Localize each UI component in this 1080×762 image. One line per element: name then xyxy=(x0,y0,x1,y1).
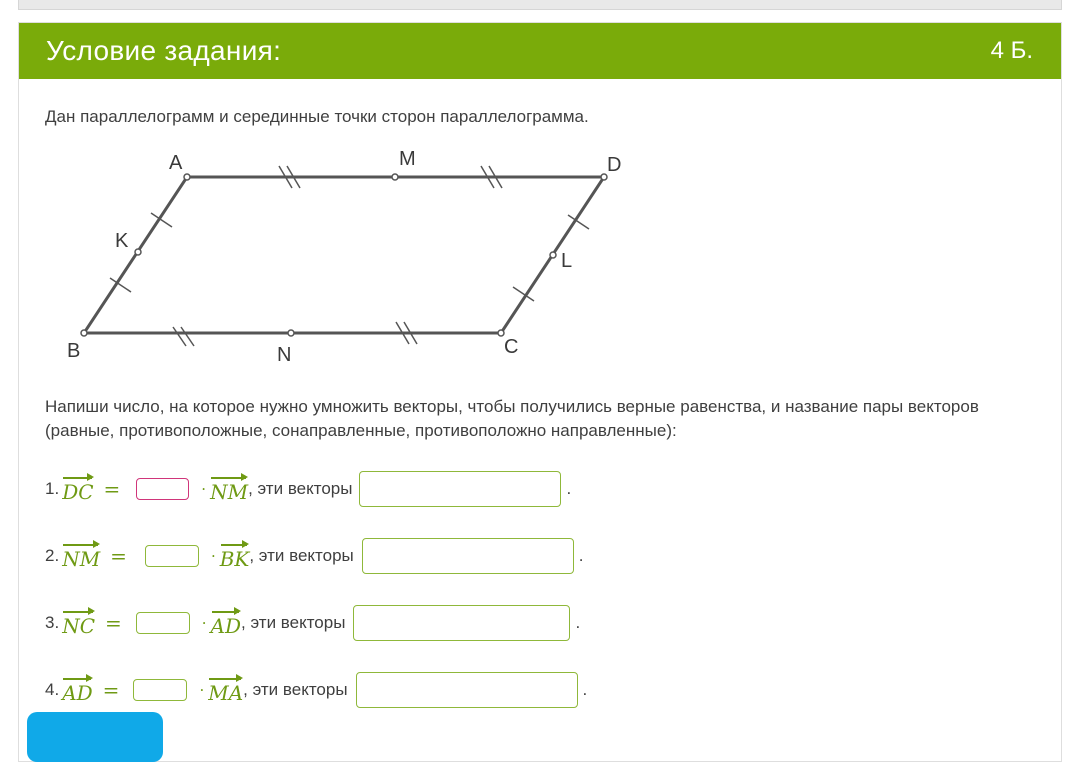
vector-lhs: NC xyxy=(62,608,95,638)
task-instruction: Напиши число, на которое нужно умножить векторы, чтобы получились верные равенства, и название пары векторов (равные, противоположные, сонаправленные, противоположно направленные): xyxy=(45,397,979,440)
task-row-2 xyxy=(45,538,584,574)
task-number: 4. xyxy=(45,680,60,699)
vector-lhs: NM xyxy=(62,541,100,571)
multiply-dot: · xyxy=(201,480,207,498)
label-d: D xyxy=(607,154,622,176)
vector-rhs: AD xyxy=(211,608,241,638)
period: . xyxy=(578,546,584,565)
pair-name-input[interactable] xyxy=(356,672,578,708)
vector-rhs: MA xyxy=(208,675,243,705)
pair-name-input[interactable] xyxy=(362,538,574,574)
label-l: L xyxy=(561,250,573,272)
vector-lhs: DC xyxy=(62,474,93,504)
task-title: Условие задания: xyxy=(46,35,282,66)
multiplier-input[interactable] xyxy=(136,612,190,634)
task-row-4 xyxy=(45,672,587,708)
vector-lhs: AD xyxy=(62,675,92,705)
period: . xyxy=(566,479,572,498)
period: . xyxy=(582,680,588,699)
equals-sign: = xyxy=(110,544,127,568)
multiply-dot: · xyxy=(210,547,216,565)
label-k: K xyxy=(115,230,129,252)
parallelogram-diagram xyxy=(39,141,659,371)
pair-text: , эти векторы xyxy=(243,680,348,699)
vector-rhs: BK xyxy=(220,541,250,571)
task-number: 2. xyxy=(45,546,60,565)
label-m: M xyxy=(399,148,416,170)
previous-card-edge xyxy=(18,0,1062,10)
task-row-3 xyxy=(45,605,580,641)
multiply-dot: · xyxy=(199,681,205,699)
task-number: 1. xyxy=(45,479,60,498)
tick-marks xyxy=(110,166,589,346)
period: . xyxy=(575,613,581,632)
vector-rhs: NM xyxy=(210,474,248,504)
pair-name-input[interactable] xyxy=(353,605,570,641)
pair-text: , эти векторы xyxy=(248,479,353,498)
multiplier-input[interactable] xyxy=(133,679,187,701)
task-card xyxy=(18,22,1062,762)
multiplier-input[interactable] xyxy=(145,545,199,567)
pair-text: , эти векторы xyxy=(249,546,354,565)
label-a: A xyxy=(169,152,183,174)
label-b: B xyxy=(67,340,81,362)
equals-sign: = xyxy=(105,611,122,635)
equals-sign: = xyxy=(103,477,121,501)
task-row-1 xyxy=(45,471,571,507)
task-number: 3. xyxy=(45,613,60,632)
task-intro: Дан параллелограмм и серединные точки сторон параллелограмма. xyxy=(45,107,589,126)
parallelogram-outline xyxy=(84,177,604,333)
pair-text: , эти векторы xyxy=(241,613,346,632)
pair-name-input[interactable] xyxy=(359,471,561,507)
multiplier-input[interactable] xyxy=(136,478,189,500)
vertex-points xyxy=(81,174,607,336)
equals-sign: = xyxy=(102,678,120,702)
submit-button[interactable] xyxy=(27,712,163,762)
task-header xyxy=(19,23,1061,79)
label-n: N xyxy=(277,344,292,366)
task-points: 4 Б. xyxy=(990,37,1033,64)
multiply-dot: · xyxy=(201,614,207,632)
label-c: C xyxy=(504,336,519,358)
